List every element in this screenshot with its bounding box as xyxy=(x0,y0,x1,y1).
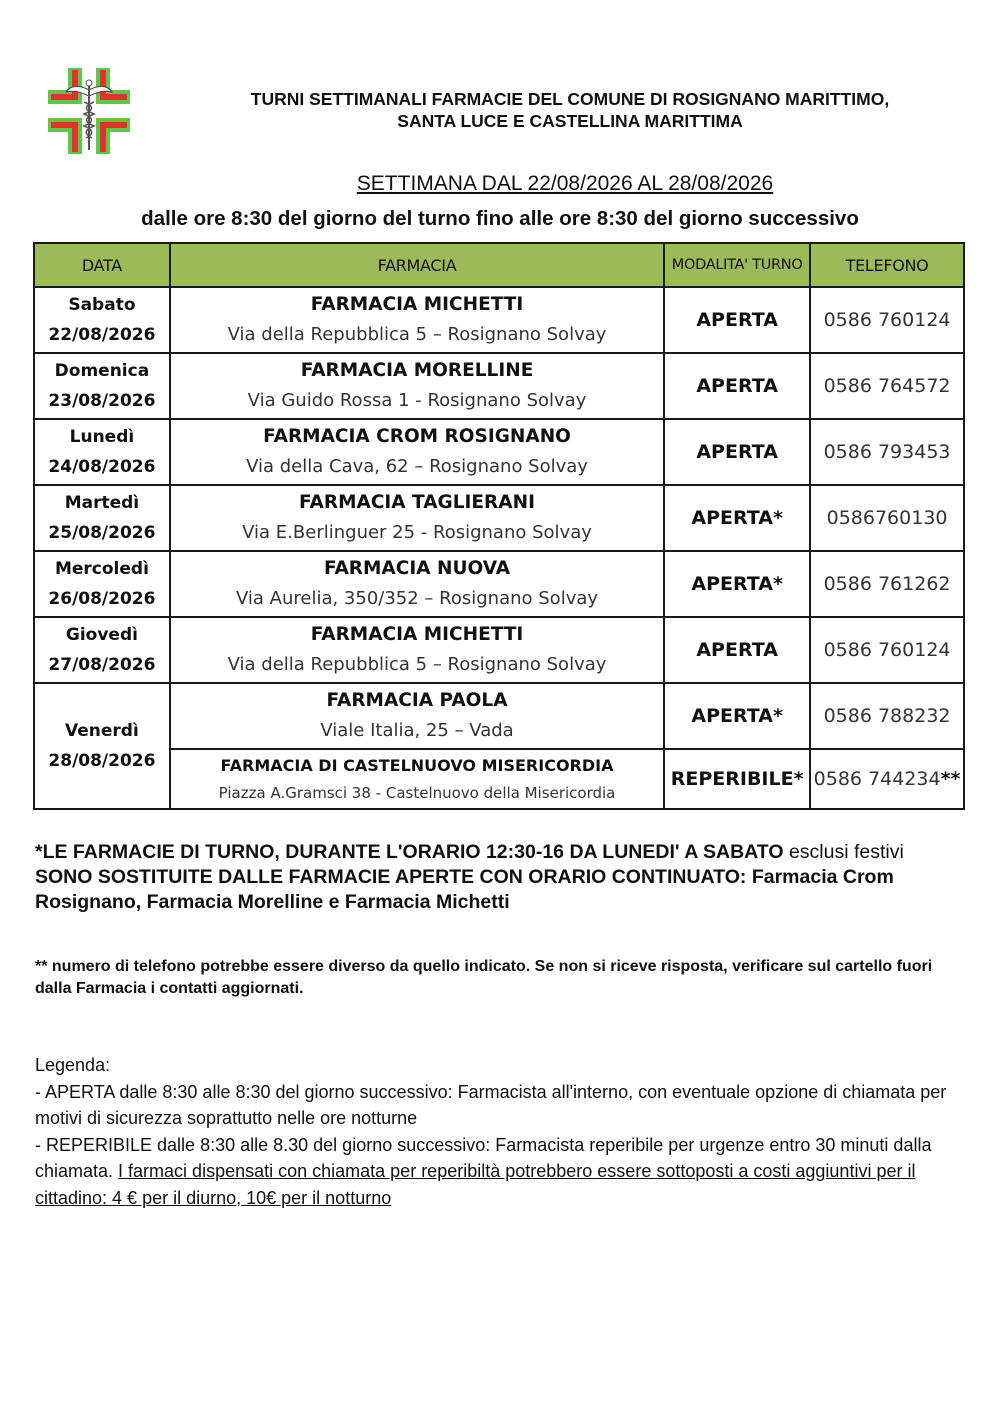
pharmacy-address: Viale Italia, 25 – Vada xyxy=(320,720,514,741)
phone-number: 0586 788232 xyxy=(810,683,964,749)
legend-reperibile-text: - REPERIBILE dalle 8:30 alle 8.30 del giorno successivo: Farmacista reperibile per urgenze entro 30 minuti dalla chiamata. xyxy=(35,1134,932,1181)
pharmacy-address: Piazza A.Gramsci 38 - Castelnuovo della Misericordia xyxy=(218,784,616,802)
shift-mode: APERTA xyxy=(664,287,810,353)
date: 23/08/2026 xyxy=(48,391,156,411)
phone-number: 0586 760124 xyxy=(810,287,964,353)
pharmacy-cell xyxy=(170,683,664,749)
pharmacy-cell xyxy=(170,287,664,353)
shift-mode: APERTA xyxy=(664,353,810,419)
date-cell xyxy=(34,485,170,551)
pharmacy-address: Via E.Berlinguer 25 - Rosignano Solvay xyxy=(242,522,592,543)
date: 22/08/2026 xyxy=(48,325,156,345)
table-row xyxy=(34,287,964,353)
day-name: Giovedì xyxy=(65,625,138,645)
note1-part-b: esclusi festivi xyxy=(783,841,904,863)
pharmacy-schedule-table xyxy=(33,242,965,810)
date-cell xyxy=(34,683,170,809)
shift-mode: APERTA* xyxy=(664,683,810,749)
pharmacy-address: Via della Repubblica 5 – Rosignano Solvay xyxy=(227,324,607,345)
column-header-modalita: MODALITA' TURNO xyxy=(664,243,810,287)
week-range: SETTIMANA DAL 22/08/2026 AL 28/08/2026 xyxy=(356,172,774,195)
legend-reperibile xyxy=(35,1132,965,1212)
column-header-data: DATA xyxy=(34,243,170,287)
pharmacy-address: Via della Repubblica 5 – Rosignano Solvay xyxy=(227,654,607,675)
day-name: Sabato xyxy=(68,295,136,315)
date-cell xyxy=(34,353,170,419)
pharmacy-name: FARMACIA MORELLINE xyxy=(300,360,534,381)
table-row xyxy=(34,551,964,617)
date-cell xyxy=(34,617,170,683)
date: 28/08/2026 xyxy=(48,751,156,771)
pharmacy-name: FARMACIA MICHETTI xyxy=(310,624,524,645)
note1-part-c: SONO SOSTITUITE DALLE FARMACIE APERTE CON ORARIO CONTINUATO: Farmacia Crom Rosignano, Farmacia Morelline e Farmacia Michetti xyxy=(35,866,894,913)
pharmacy-name: FARMACIA PAOLA xyxy=(326,690,508,711)
note1-part-a: *LE FARMACIE DI TURNO, DURANTE L'ORARIO 12:30-16 DA LUNEDI' A SABATO xyxy=(35,841,784,863)
shift-mode: APERTA xyxy=(664,419,810,485)
date: 26/08/2026 xyxy=(48,589,156,609)
pharmacy-name: FARMACIA DI CASTELNUOVO MISERICORDIA xyxy=(220,756,614,775)
shift-mode: REPERIBILE* xyxy=(664,749,810,809)
legend-title: Legenda: xyxy=(35,1055,111,1075)
title-line-1: TURNI SETTIMANALI FARMACIE DEL COMUNE DI ROSIGNANO MARITTIMO, xyxy=(250,89,890,109)
pharmacy-cell xyxy=(170,551,664,617)
shift-hours: dalle ore 8:30 del giorno del turno fino alle ore 8:30 del giorno successivo xyxy=(141,207,859,230)
shift-mode: APERTA* xyxy=(664,485,810,551)
pharmacy-address: Via Guido Rossa 1 - Rosignano Solvay xyxy=(247,390,587,411)
shift-mode: APERTA* xyxy=(664,551,810,617)
date: 27/08/2026 xyxy=(48,655,156,675)
pharmacy-address: Via Aurelia, 350/352 – Rosignano Solvay xyxy=(235,588,599,609)
legend xyxy=(35,1052,965,1211)
date-cell xyxy=(34,551,170,617)
title-line-2: SANTA LUCE E CASTELLINA MARITTIMA xyxy=(397,111,743,131)
pharmacy-name: FARMACIA MICHETTI xyxy=(310,294,524,315)
column-header-telefono: TELEFONO xyxy=(810,243,964,287)
document-title xyxy=(180,88,960,132)
pharmacy-cell xyxy=(170,485,664,551)
day-name: Domenica xyxy=(54,361,150,381)
pharmacy-cell xyxy=(170,353,664,419)
table-row xyxy=(34,485,964,551)
day-name: Venerdì xyxy=(65,721,139,741)
pharmacy-address: Via della Cava, 62 – Rosignano Solvay xyxy=(246,456,588,477)
pharmacy-name: FARMACIA NUOVA xyxy=(323,558,511,579)
phone-footnote-mark: ** xyxy=(940,768,961,790)
table-row xyxy=(34,419,964,485)
legend-aperta: - APERTA dalle 8:30 alle 8:30 del giorno successivo: Farmacista all'interno, con eventuale opzione di chiamata per motivi di sicurezza soprattutto nelle ore notturne xyxy=(35,1081,947,1128)
date: 24/08/2026 xyxy=(48,457,156,477)
shift-mode: APERTA xyxy=(664,617,810,683)
day-name: Martedì xyxy=(64,493,140,513)
phone-number: 0586 761262 xyxy=(810,551,964,617)
pharmacy-cell xyxy=(170,749,664,809)
phone-number: 0586 793453 xyxy=(810,419,964,485)
phone-number: 0586 760124 xyxy=(810,617,964,683)
date: 25/08/2026 xyxy=(48,523,156,543)
phone-number: 0586760130 xyxy=(810,485,964,551)
table-row xyxy=(34,749,964,809)
table-row xyxy=(34,683,964,749)
phone-cell xyxy=(810,749,964,809)
phone-disclaimer-note: ** numero di telefono potrebbe essere diverso da quello indicato. Se non si riceve risposta, verificare sul cartello fuori dalla Farmacia i contatti aggiornati. xyxy=(35,958,933,997)
date-cell xyxy=(34,287,170,353)
column-header-farmacia: FARMACIA xyxy=(170,243,664,287)
table-header-row xyxy=(34,243,964,287)
day-name: Lunedì xyxy=(69,427,135,447)
phone-number: 0586 744234 xyxy=(813,768,941,790)
table-row xyxy=(34,617,964,683)
phone-number: 0586 764572 xyxy=(810,353,964,419)
pharmacy-name: FARMACIA TAGLIERANI xyxy=(299,492,535,513)
lunch-substitution-note xyxy=(35,840,965,915)
legend-extra-costs: I farmaci dispensati con chiamata per reperibiltà potrebbero essere sottoposti a costi aggiuntivi per il cittadino: 4 € per il diurno, 10€ per il notturno xyxy=(35,1161,916,1208)
date-cell xyxy=(34,419,170,485)
pharmacy-cell xyxy=(170,617,664,683)
pharmacy-name: FARMACIA CROM ROSIGNANO xyxy=(263,426,571,447)
table-row xyxy=(34,353,964,419)
pharmacy-cell xyxy=(170,419,664,485)
day-name: Mercoledì xyxy=(54,559,149,579)
pharmacy-cross-caduceus-icon xyxy=(48,68,130,154)
